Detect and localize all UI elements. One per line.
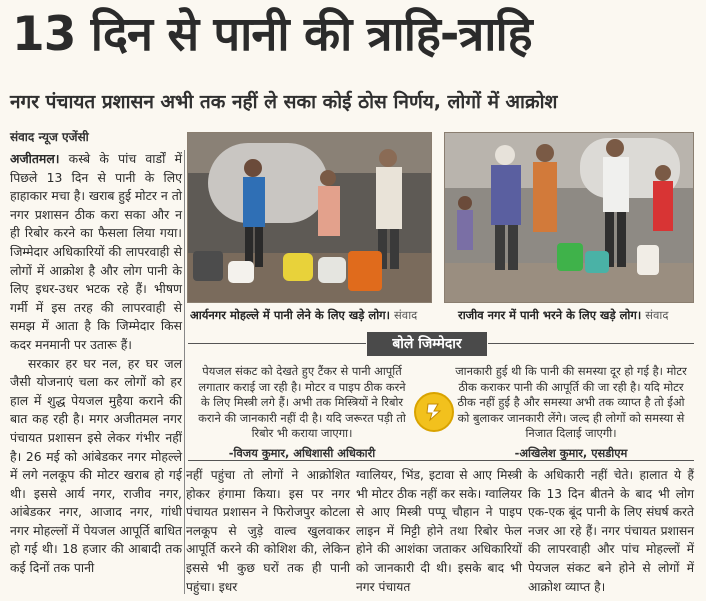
speaker-logo-icon — [414, 392, 454, 432]
quote-officer-1 — [196, 364, 408, 462]
photo-aryanagar — [187, 132, 432, 303]
photo-aryanagar-image — [188, 133, 432, 303]
continuation-column-2: ग्वालियर, भिंड, इटावा से आए मिस्त्री भी मोटर ठीक नहीं कर सके। ग्वालियर से आए मिस्त्री पप्पू चौहान ने पाइप लाइन में मिट्टी होने तथा रिबोर फेल होने की आशंका जताकर अधिकारियों को जानकारी दी थी। इसके बाद भी नगर पंचायत — [356, 468, 522, 594]
quote-author-2: -अखिलेश कुमार, एसडीएम — [514, 445, 628, 460]
photo-caption-1: आर्यनगर मोहल्ले में पानी लेने के लिए खड़े लोग। संवाद — [190, 308, 418, 322]
quote-text-1: पेयजल संकट को देखते हुए टैंकर से पानी आपूर्ति लगातार कराई जा रही है। मोटर व पाइप ठीक करने के लिए मिस्त्री लगे हैं। अभी तक मिस्त्रियों ने रिबोर कराने की जानकारी नहीं दी है। यदि जरूरत पड़ी तो रिबोर भी कराया जाएगा। — [198, 364, 406, 441]
photo-credit-1: संवाद — [394, 308, 418, 322]
byline: संवाद न्यूज एजेंसी — [10, 130, 89, 144]
headline: 13 दिन से पानी की त्राहि-त्राहि — [12, 7, 532, 62]
dateline: अजीतमल। — [10, 151, 60, 166]
box-rule-left — [188, 343, 366, 344]
speaker-logo-glyph — [422, 400, 446, 424]
photo-rajivnagar — [444, 132, 694, 303]
lead-column — [10, 150, 182, 578]
box-rule-bottom — [188, 460, 694, 461]
column-divider-1 — [184, 150, 185, 594]
lead-paragraph-1: अजीतमल। कस्बे के पांच वार्डों में पिछले 13 दिन से पानी के लिए हाहाकार मचा है। खराब हुई मोटर न तो नगर प्रशासन ठीक करा सका और न ही रिबोर करने का फैसला लिया गया। जिम्मेदार अधिकारियों की लापरवाही से लोगों में आक्रोश है और लोग पानी के लिए इधर-उधर भटक रहे हैं। भीषण गर्मी में इस तरह की लापरवाही से समझ में आता है कि जिम्मेदार किस कदर मनमानी पर उतारू हैं। — [10, 151, 182, 352]
continuation-column-3: के अधिकारी नहीं चेते। हालात ये हैं कि 13 दिन बीतने के बाद भी लोग एक-एक बूंद पानी के लिए संघर्ष करते नजर आ रहे हैं। नगर पंचायत प्रशासन की लापरवाही और पांच मोहल्लों में पेयजल संकट बने होने से लोगों में आक्रोश व्याप्त है। — [528, 468, 694, 594]
box-rule-right — [488, 343, 694, 344]
photo-rajivnagar-image — [445, 133, 694, 303]
photo-caption-2: राजीव नगर में पानी भरने के लिए खड़े लोग। संवाद — [458, 308, 669, 322]
quote-text-2: जानकारी हुई थी कि पानी की समस्या दूर हो गई है। मोटर ठीक कराकर पानी की आपूर्ति की जा रही है। यदि मोटर ठीक नहीं हुई है और समस्या अभी तक व्याप्त है तो ईओ को बुलाकर जानकारी लेंगे। जल्द ही लोगों को समस्या से निजात दिलाई जाएगी। — [455, 364, 687, 441]
box-title: बोले जिम्मेदार — [367, 332, 487, 356]
subheadline: नगर पंचायत प्रशासन अभी तक नहीं ले सका कोई ठोस निर्णय, लोगों में आक्रोश — [10, 91, 558, 113]
photo-credit-2: संवाद — [645, 308, 669, 322]
lead-paragraph-2: सरकार हर घर नल, हर घर जल जैसी योजनाएं चला कर लोगों को हर हाल में शुद्ध पेयजल मुहैया कराने की बात कह रही है। मगर अजीतमल नगर पंचायत प्रशासन इसे लेकर गंभीर नहीं है। 26 मई को आंबेडकर नगर मोहल्ले में लगे नलकूप की मोटर खराब हो गई थी। इससे आर्य नगर, राजीव नगर, आंबेडकर नगर, आजाद नगर, गांधी नगर मोहल्लों में पेयजल आपूर्ति बाधित हो गई थी। 18 हजार की आबादी तक कई दिनों तक पानी — [10, 355, 182, 576]
continuation-column-1: नहीं पहुंचा तो लोगों ने आक्रोशित होकर हंगामा किया। इस पर नगर पंचायत प्रशासन ने फिरोजपुर कोटला नलकूप से जुड़े वाल्व खुलवाकर आपूर्ति करने की कोशिश की, लेकिन इससे भी कुछ घरों तक ही पानी पहुंचा। इधर — [186, 468, 350, 594]
quote-author-1: -विजय कुमार, अधिशासी अधिकारी — [228, 445, 376, 460]
quote-officer-2 — [452, 364, 690, 462]
